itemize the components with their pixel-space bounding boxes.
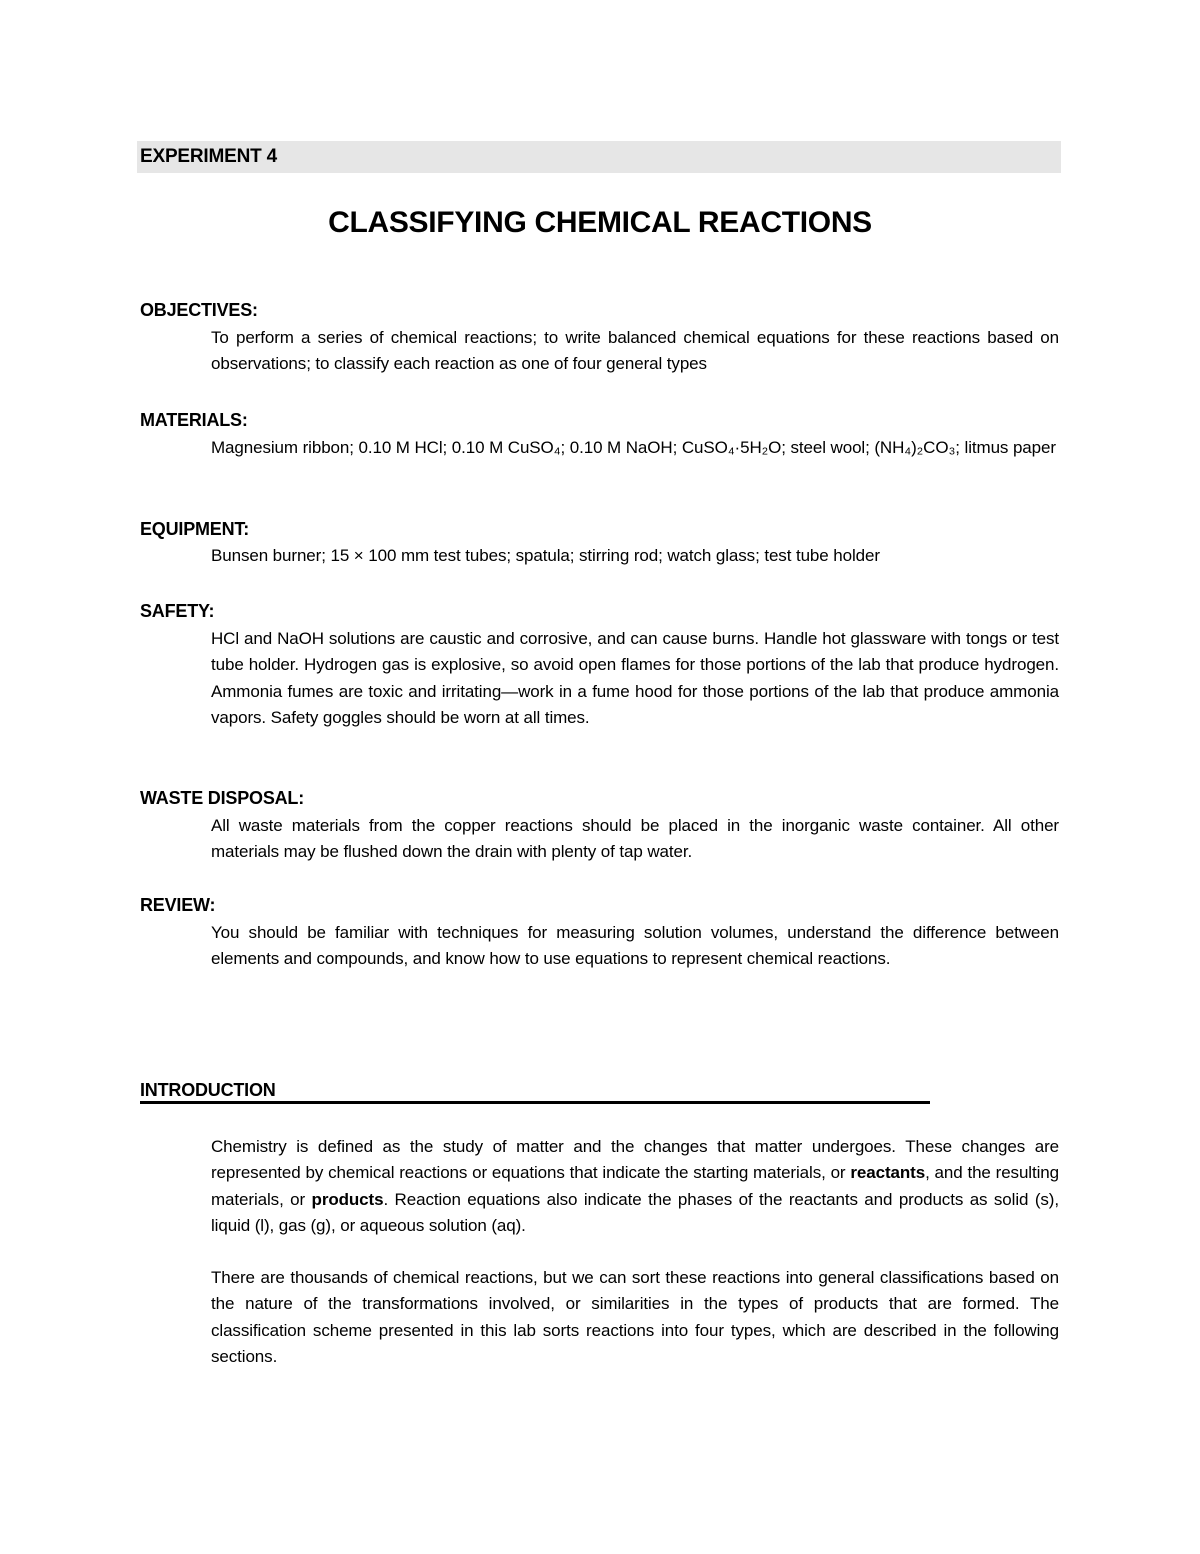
materials-heading: MATERIALS:: [140, 410, 248, 430]
experiment-label: EXPERIMENT 4: [137, 141, 1061, 173]
introduction-heading: [140, 1077, 930, 1104]
materials-text: Magnesium ribbon; 0.10 M HCl; 0.10 M CuSO₄; 0.10 M NaOH; CuSO₄·5H₂O; steel wool; (NH₄)₂CO₃; litmus paper: [211, 438, 1056, 457]
equipment-heading: EQUIPMENT:: [140, 519, 250, 539]
intro-p1-part2: , and the resulting materials, or: [211, 1163, 1059, 1209]
equipment-text: Bunsen burner; 15 × 100 mm test tubes; spatula; stirring rod; watch glass; test tube holder: [211, 546, 880, 565]
waste-disposal-heading: WASTE DISPOSAL:: [140, 788, 305, 808]
document-title: CLASSIFYING CHEMICAL REACTIONS: [328, 206, 872, 239]
term-products: products: [311, 1189, 384, 1209]
review-text: You should be familiar with techniques for measuring solution volumes, understand the difference between elements and compounds, and know how to use equations to represent chemical reactions.: [211, 923, 1059, 969]
term-reactants: reactants: [850, 1163, 926, 1183]
waste-disposal-text: All waste materials from the copper reactions should be placed in the inorganic waste container. All other materials may be flushed down the drain with plenty of tap water.: [211, 816, 1059, 862]
objectives-heading: OBJECTIVES:: [140, 300, 258, 320]
safety-text: HCl and NaOH solutions are caustic and corrosive, and can cause burns. Handle hot glassware with tongs or test tube holder. Hydrogen gas is explosive, so avoid open flames for those portions of the lab that produce hydrogen. Ammonia fumes are toxic and irritating—work in a fume hood for those portions of the lab that produce ammonia vapors. Safety goggles should be worn at all times.: [211, 629, 1059, 727]
objectives-text: To perform a series of chemical reactions; to write balanced chemical equations for these reactions based on observations; to classify each reaction as one of four general types: [211, 328, 1059, 374]
introduction-heading-label: INTRODUCTION: [140, 1080, 276, 1100]
introduction-paragraph-2: There are thousands of chemical reactions, but we can sort these reactions into general classifications based on the nature of the transformations involved, or similarities in the types of products that are formed. The classification scheme presented in this lab sorts reactions into four types, which are described in the following sections.: [211, 1268, 1059, 1366]
intro-p1-part3: . Reaction equations also indicate the phases of the reactants and products as solid (s), liquid (l), gas (g), or aqueous solution (aq).: [211, 1189, 1059, 1235]
introduction-paragraph-1: [211, 1134, 1059, 1239]
review-heading: REVIEW:: [140, 895, 216, 915]
safety-heading: SAFETY:: [140, 601, 215, 621]
intro-p1-part1: Chemistry is defined as the study of matter and the changes that matter undergoes. These changes are represented by chemical reactions or equations that indicate the starting materials, or: [211, 1137, 1059, 1183]
